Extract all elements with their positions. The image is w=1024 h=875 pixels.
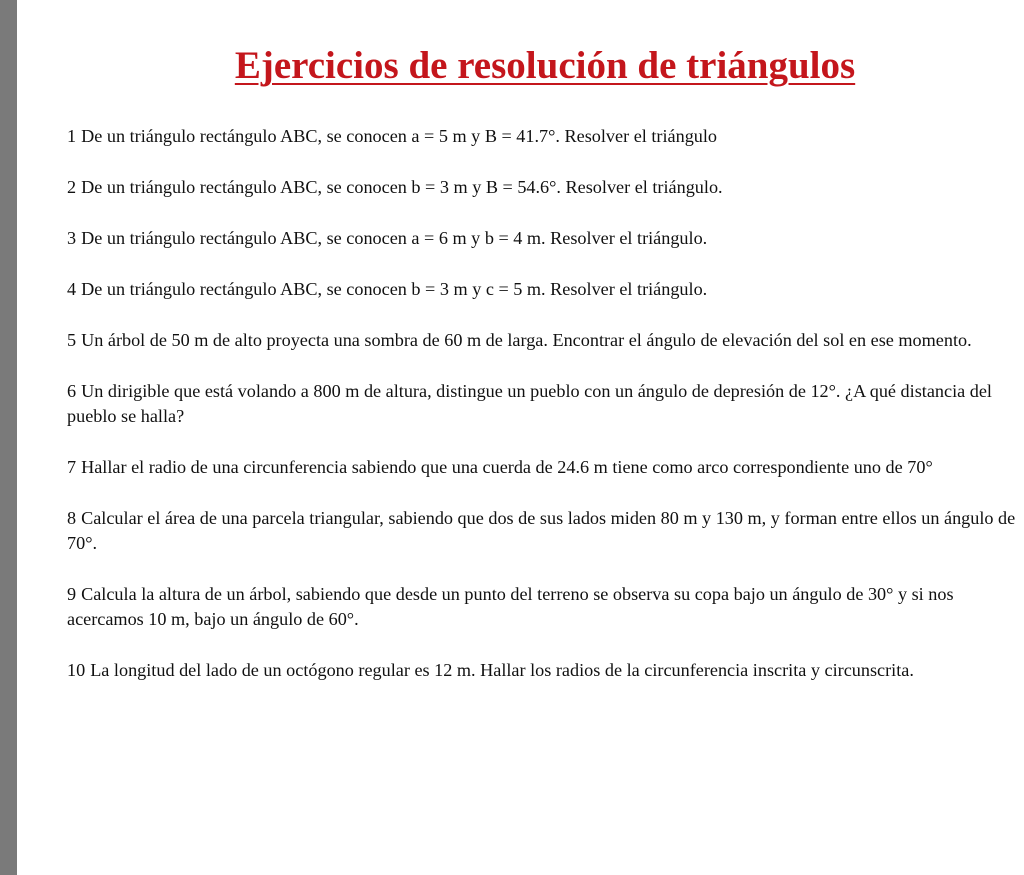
exercise-text: La longitud del lado de un octógono regular es 12 m. Hallar los radios de la circunferencia inscrita y circunscrita. — [90, 660, 914, 680]
exercise-text: Hallar el radio de una circunferencia sabiendo que una cuerda de 24.6 m tiene como arco correspondiente uno de 70° — [81, 457, 933, 477]
exercise-item — [67, 506, 1017, 556]
page-title: Ejercicios de resolución de triángulos — [234, 44, 856, 87]
viewer-left-edge — [0, 0, 17, 875]
exercise-text: Un árbol de 50 m de alto proyecta una sombra de 60 m de larga. Encontrar el ángulo de elevación del sol en ese momento. — [81, 330, 972, 350]
exercise-text: De un triángulo rectángulo ABC, se conocen b = 3 m y c = 5 m. Resolver el triángulo. — [81, 279, 708, 299]
exercise-text: De un triángulo rectángulo ABC, se conocen b = 3 m y B = 54.6°. Resolver el triángulo. — [81, 177, 723, 197]
exercise-number: 1 — [67, 126, 77, 146]
exercise-text: Calcular el área de una parcela triangular, sabiendo que dos de sus lados miden 80 m y 130 m, y forman entre ellos un ángulo de 70°. — [67, 508, 1016, 553]
exercise-text: De un triángulo rectángulo ABC, se conocen a = 5 m y B = 41.7°. Resolver el triángulo — [81, 126, 718, 146]
exercise-number: 8 — [67, 508, 77, 528]
exercise-text: De un triángulo rectángulo ABC, se conocen a = 6 m y b = 4 m. Resolver el triángulo. — [81, 228, 708, 248]
exercise-item — [67, 658, 1017, 683]
exercise-item — [67, 124, 1017, 149]
exercise-item — [67, 379, 1017, 429]
exercise-item — [67, 582, 1017, 632]
exercise-item — [67, 175, 1017, 200]
exercise-number: 9 — [67, 584, 77, 604]
exercise-item — [67, 277, 1017, 302]
exercise-item — [67, 455, 1017, 480]
exercise-number: 10 — [67, 660, 86, 680]
exercise-text: Un dirigible que está volando a 800 m de altura, distingue un pueblo con un ángulo de depresión de 12°. ¿A qué distancia del pueblo se halla? — [67, 381, 992, 426]
exercise-number: 2 — [67, 177, 77, 197]
exercise-list — [67, 124, 1017, 709]
exercise-item — [67, 226, 1017, 251]
exercise-number: 3 — [67, 228, 77, 248]
document-page — [17, 0, 1024, 875]
exercise-number: 6 — [67, 381, 77, 401]
exercise-number: 7 — [67, 457, 77, 477]
exercise-number: 4 — [67, 279, 77, 299]
exercise-item — [67, 328, 1017, 353]
exercise-text: Calcula la altura de un árbol, sabiendo que desde un punto del terreno se observa su copa bajo un ángulo de 30° y si nos acercamos 10 m, bajo un ángulo de 60°. — [67, 584, 954, 629]
exercise-number: 5 — [67, 330, 77, 350]
